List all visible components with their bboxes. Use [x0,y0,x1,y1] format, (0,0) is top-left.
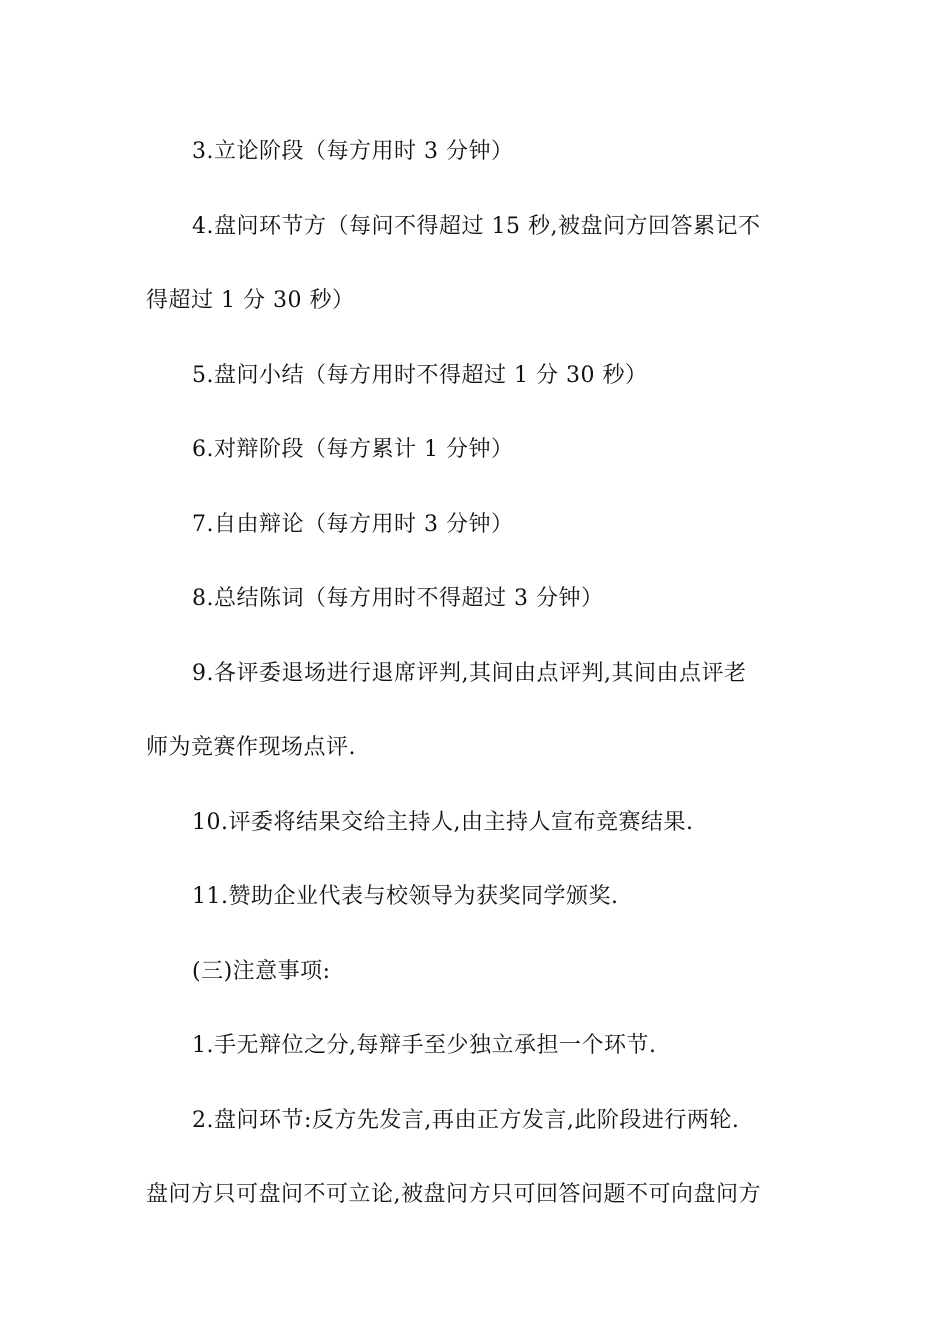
paragraph-line: 师为竞赛作现场点评. [146,735,356,760]
section-heading: (三)注意事项: [192,959,331,984]
paragraph-line: 7.自由辩论（每方用时 3 分钟） [192,512,514,537]
paragraph-line: 3.立论阶段（每方用时 3 分钟） [192,139,514,164]
paragraph-line: 11.赞助企业代表与校领导为获奖同学颁奖. [192,884,619,909]
paragraph-line: 9.各评委退场进行退席评判,其间由点评判,其间由点评老 [192,661,747,686]
paragraph-line: 10.评委将结果交给主持人,由主持人宣布竞赛结果. [192,810,694,835]
paragraph-line: 得超过 1 分 30 秒） [146,288,355,313]
paragraph-line: 6.对辩阶段（每方累计 1 分钟） [192,437,514,462]
paragraph-line: 4.盘问环节方（每问不得超过 15 秒,被盘问方回答累记不 [192,214,761,239]
paragraph-line: 8.总结陈词（每方用时不得超过 3 分钟） [192,586,604,611]
paragraph-line: 1.手无辩位之分,每辩手至少独立承担一个环节. [192,1033,657,1058]
paragraph-line: 盘问方只可盘问不可立论,被盘问方只可回答问题不可向盘问方 [146,1182,761,1207]
paragraph-line: 2.盘问环节:反方先发言,再由正方发言,此阶段进行两轮. [192,1108,740,1133]
paragraph-line: 5.盘问小结（每方用时不得超过 1 分 30 秒） [192,363,648,388]
